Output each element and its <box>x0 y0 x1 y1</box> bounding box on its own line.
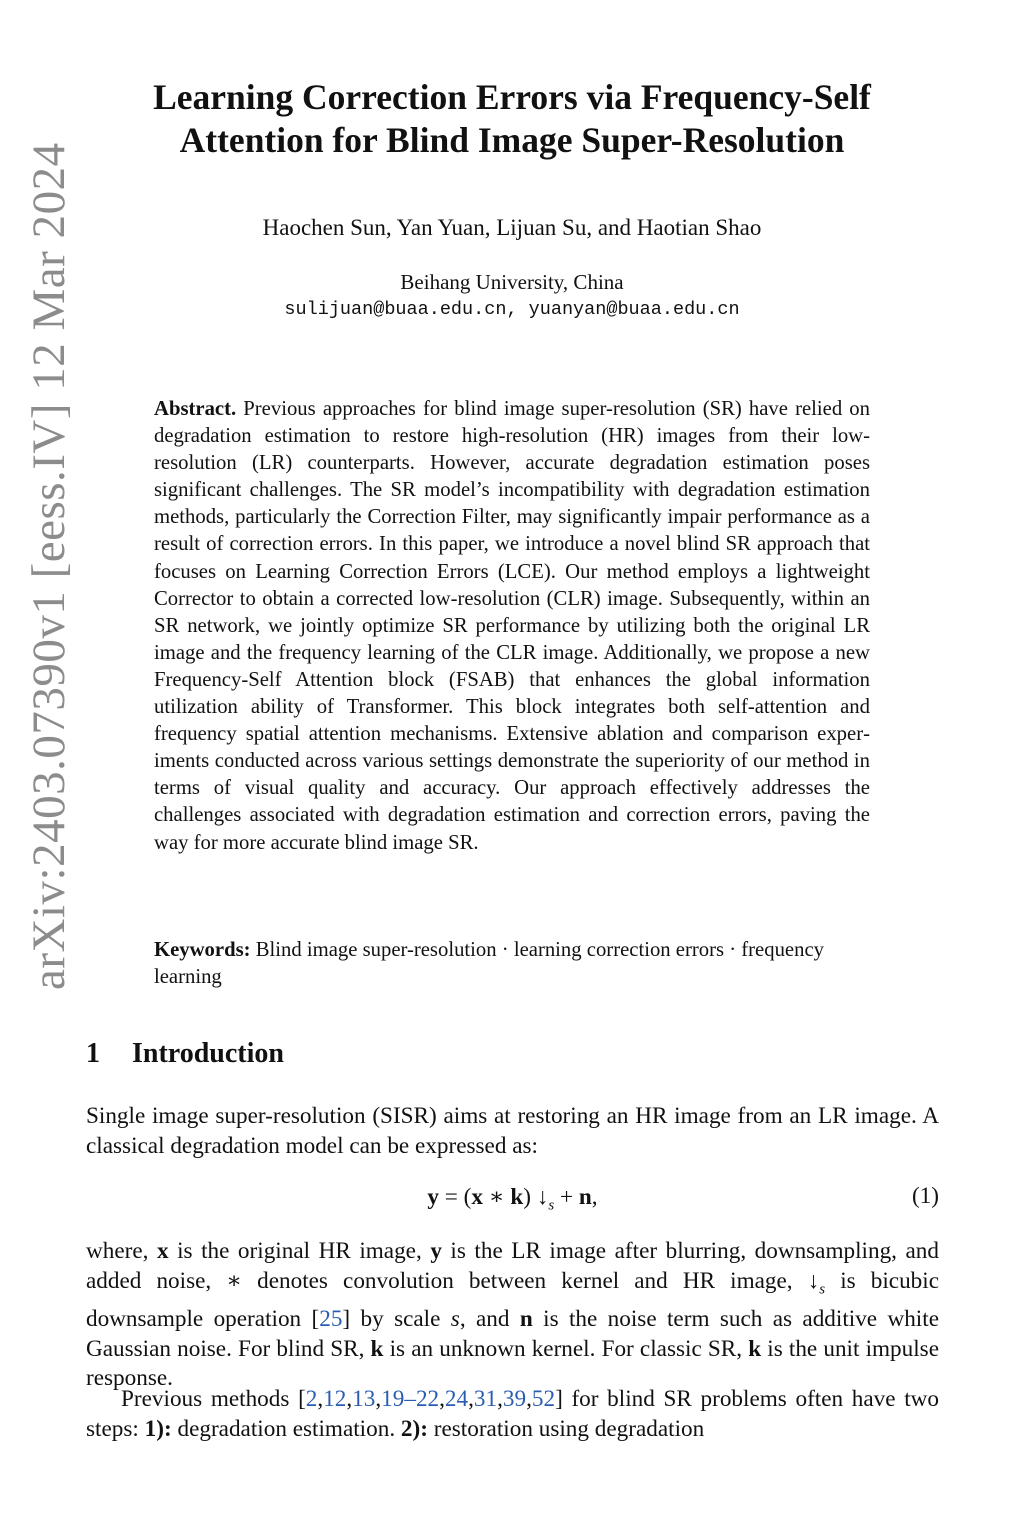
equation-1 <box>86 1183 939 1215</box>
citation-link[interactable]: 31 <box>473 1386 498 1412</box>
math-s: s <box>450 1306 460 1333</box>
citation-link[interactable]: 25 <box>319 1306 343 1333</box>
keywords-label: Keywords: <box>154 939 251 961</box>
step-label: 1): <box>144 1415 172 1442</box>
text-run: where, <box>86 1238 157 1264</box>
citation-link[interactable]: 39 <box>502 1386 527 1412</box>
eq-k: k <box>510 1184 524 1210</box>
math-x: x <box>156 1238 169 1264</box>
citation-link[interactable]: 19–22 <box>381 1386 440 1412</box>
citation-link[interactable]: 12 <box>323 1386 347 1412</box>
section-title: Introduction <box>132 1038 284 1069</box>
citation-link[interactable]: 2 <box>305 1386 318 1412</box>
eq-downsample: ) ↓ <box>523 1184 549 1210</box>
text-run: , and <box>459 1306 520 1333</box>
text-run: is an unknown kernel. For classic SR, <box>383 1335 749 1362</box>
citation-link[interactable]: 24 <box>444 1386 469 1412</box>
math-k: k <box>370 1335 384 1362</box>
abstract-text: Previous approaches for blind image super-resolution (SR) have relied on degradation estimation to restore high-resolution (HR) images from their low-resolution (LR) counterparts. However, accurate degradation estimation poses significant challenges. The SR model’s incompatibility with degradation estimation methods, particularly the Correction Filter, may significantly impair performance as a result of correction errors. In this paper, we introduce a novel blind SR approach that focuses on Learning Correction Errors (LCE). Our method employs a lightweight Corrector to obtain a corrected low-resolution (CLR) image. Subsequently, within an SR network, we jointly optimize SR performance by utilizing both the original LR image and the frequency learning of the CLR image. Additionally, we propose a new Frequency-Self Attention block (FSAB) that enhances the global information utilization ability of Transformer. This block integrates both self-attention and frequency spatial attention mechanisms. Extensive ablation and comparison experiments conducted across various settings demonstrate the superiority of our method in terms of visual quality and accuracy. Our approach effectively addresses the challenges associated with degradation estimation and correction errors, paving the way for more accurate blind image SR. <box>154 398 870 854</box>
math-k: k <box>748 1335 762 1362</box>
math-y: y <box>430 1238 442 1264</box>
eq-equals: = ( <box>438 1184 472 1210</box>
text-run: degradation estimation. <box>171 1415 401 1442</box>
keywords-text: Blind image super-resolution · learning correction errors · frequency learning <box>154 939 824 988</box>
paper-title <box>90 76 934 162</box>
abstract <box>154 396 870 857</box>
affiliation: Beihang University, China <box>400 270 624 294</box>
eq-y: y <box>427 1184 439 1210</box>
text-run: is the unit impulse response. <box>86 1335 939 1392</box>
abstract-label: Abstract. <box>154 398 237 420</box>
text-run: is bicubic downsample operation [ <box>86 1267 939 1333</box>
text-run: ] for blind SR problems often have two steps: <box>86 1386 940 1442</box>
eq-plus: + <box>554 1184 579 1210</box>
citation-link[interactable]: 13 <box>352 1386 376 1412</box>
text-run: is the original HR image, <box>168 1238 431 1264</box>
equation-body <box>86 1183 939 1215</box>
intro-paragraph-3: Previous methods [2,12,13,19–22,24,31,39,52] for blind SR problems often have two steps: 1): degradation estimation. 2): restoration using degradation <box>86 1386 940 1442</box>
section-heading-introduction <box>86 1038 284 1070</box>
equation-number: (1) <box>911 1183 939 1209</box>
keywords <box>154 937 870 991</box>
math-sub-s: s <box>819 1281 826 1298</box>
intro-paragraph-2 <box>86 1237 939 1394</box>
citation-link[interactable]: 52 <box>531 1386 556 1412</box>
emails: sulijuan@buaa.edu.cn, yuanyan@buaa.edu.cn <box>284 299 740 320</box>
title-line-2: Attention for Blind Image Super-Resolution <box>179 120 845 160</box>
eq-conv: ∗ <box>482 1184 511 1210</box>
intro-paragraph-1: Single image super-resolution (SISR) aims at restoring an HR image from an LR image. A classical degradation model can be expressed as: <box>86 1103 939 1159</box>
title-line-1: Learning Correction Errors via Frequency-Self <box>153 77 871 117</box>
authors: Haochen Sun, Yan Yuan, Lijuan Su, and Haotian Shao <box>262 215 762 240</box>
eq-comma: , <box>591 1184 598 1210</box>
eq-x: x <box>471 1184 483 1210</box>
text-run: ] by scale <box>342 1306 451 1333</box>
step-label: 2): <box>400 1415 428 1442</box>
arxiv-stamp: arXiv:2403.07390v1 [eess.IV] 12 Mar 2024 <box>23 142 75 990</box>
text-run: is the LR image after blurring, downsampling, and added noise, ∗ denotes convolution between kernel and HR image, ↓ <box>86 1238 939 1294</box>
eq-n: n <box>578 1184 592 1210</box>
section-number: 1 <box>86 1038 100 1069</box>
text-run: is the noise term such as additive white Gaussian noise. For blind SR, <box>86 1306 939 1362</box>
eq-sub-s: s <box>548 1197 555 1214</box>
text-run: restoration using degradation <box>427 1415 705 1442</box>
math-n: n <box>519 1306 533 1333</box>
text-run: Previous methods [ <box>121 1386 306 1412</box>
